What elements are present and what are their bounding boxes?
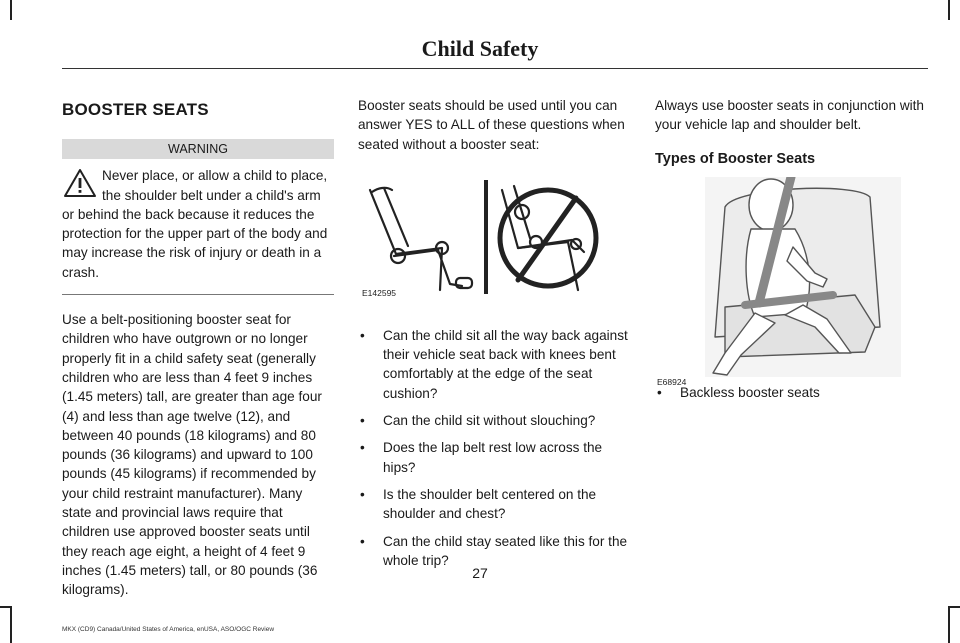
figure-code: E68924 bbox=[657, 376, 687, 387]
child-on-backless-booster-illustration bbox=[655, 177, 929, 377]
warning-triangle-icon bbox=[62, 167, 98, 199]
booster-seat-figure bbox=[655, 177, 929, 387]
booster-type-list bbox=[655, 383, 929, 402]
column-1 bbox=[62, 96, 334, 600]
section-heading: BOOSTER SEATS bbox=[62, 100, 209, 119]
crop-mark bbox=[10, 0, 12, 20]
crop-mark bbox=[948, 606, 950, 643]
warning-divider bbox=[62, 294, 334, 295]
page-header-title: Child Safety bbox=[421, 36, 539, 61]
crop-mark bbox=[0, 606, 12, 608]
figure-code: E142595 bbox=[362, 287, 397, 298]
list-item: • Backless booster seats bbox=[655, 383, 929, 402]
page-number: 27 bbox=[472, 565, 488, 581]
body-paragraph: Use a belt-positioning booster seat for children who have outgrown or no longer properly fit in a child safety seat (generally children who are less than 4 feet 9 inches (1.45 meters) tall, are greater than age four (4) and less than age twelve (12), and between 40 pounds (18 kilograms) and 80 pounds (36 kilograms) and upward to 100 pounds (45 kilograms) if recommended by your child restraint manufacturer). Many state and provincial laws require that children use approved booster seats until they reach age eight, a height of 4 feet 9 inches (1.45 meters) tall, or 80 pounds (36 kilograms). bbox=[62, 312, 322, 598]
footer-text: MKX (CD9) Canada/United States of America, enUSA, ASO/OGC Review bbox=[62, 626, 275, 633]
subsection-heading: Types of Booster Seats bbox=[655, 150, 816, 167]
crop-mark bbox=[10, 606, 12, 643]
warning-block bbox=[62, 166, 334, 282]
list-item: • Can the child sit without slouching? bbox=[358, 411, 632, 430]
question-list bbox=[358, 326, 632, 570]
crop-mark bbox=[948, 0, 950, 20]
column-3 bbox=[655, 96, 929, 410]
header-divider bbox=[62, 68, 928, 69]
intro-paragraph: Booster seats should be used until you can answer YES to ALL of these questions when seated without a booster seat: bbox=[358, 98, 625, 152]
intro-paragraph: Always use booster seats in conjunction with your vehicle lap and shoulder belt. bbox=[655, 98, 924, 133]
column-2 bbox=[358, 96, 632, 578]
list-item: • Does the lap belt rest low across the hips? bbox=[358, 438, 632, 477]
seating-position-figure bbox=[358, 168, 632, 318]
seating-illustration bbox=[358, 168, 632, 306]
warning-banner: WARNING bbox=[62, 139, 334, 159]
list-item: • Can the child stay seated like this for the whole trip? bbox=[358, 532, 632, 571]
warning-text: Never place, or allow a child to place, the shoulder belt under a child's arm or behind the back because it reduces the protection for the upper part of the body and may increase the risk of injury or death in a crash. bbox=[62, 168, 328, 280]
list-item: • Can the child sit all the way back against their vehicle seat back with knees bent comfortably at the edge of the seat cushion? bbox=[358, 326, 632, 403]
list-item: • Is the shoulder belt centered on the shoulder and chest? bbox=[358, 485, 632, 524]
crop-mark bbox=[948, 606, 960, 608]
